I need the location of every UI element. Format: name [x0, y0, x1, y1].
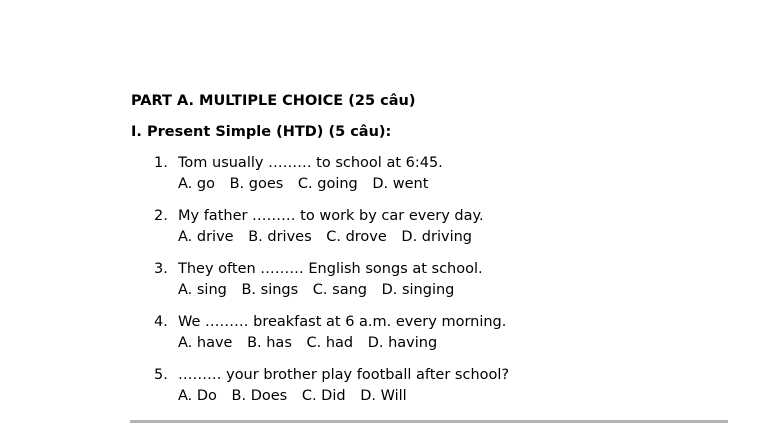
option-c: C. drove	[326, 229, 387, 245]
option-d: D. went	[372, 176, 429, 192]
option-d: D. Will	[360, 388, 407, 404]
option-c: C. Did	[301, 388, 346, 404]
answer-options	[178, 282, 464, 298]
question-5	[154, 367, 714, 420]
question-list	[154, 155, 714, 420]
answer-options	[178, 176, 438, 192]
question-stem: Tom usually ……… to school at 6:45.	[178, 155, 443, 171]
option-c: C. sang	[312, 282, 367, 298]
question-2	[154, 208, 714, 261]
question-number: 2.	[154, 208, 168, 224]
answer-options	[178, 388, 417, 404]
option-d: D. driving	[401, 229, 473, 245]
question-number: 4.	[154, 314, 168, 330]
option-b: B. sings	[241, 282, 299, 298]
question-number: 5.	[154, 367, 168, 383]
option-d: D. having	[367, 335, 438, 351]
question-number: 1.	[154, 155, 168, 171]
option-b: B. goes	[229, 176, 284, 192]
bottom-divider	[130, 420, 728, 423]
question-stem: We ……… breakfast at 6 a.m. every morning.	[178, 314, 507, 330]
question-3	[154, 261, 714, 314]
option-c: C. had	[306, 335, 354, 351]
question-stem: They often ……… English songs at school.	[178, 261, 483, 277]
option-b: B. drives	[248, 229, 312, 245]
option-a: A. Do	[178, 388, 217, 404]
question-4	[154, 314, 714, 367]
answer-options	[178, 335, 447, 351]
answer-options	[178, 229, 482, 245]
question-stem: My father ……… to work by car every day.	[178, 208, 484, 224]
section-title: I. Present Simple (HTD) (5 câu):	[131, 124, 392, 140]
question-number: 3.	[154, 261, 168, 277]
option-a: A. have	[178, 335, 233, 351]
part-title: PART A. MULTIPLE CHOICE (25 câu)	[131, 93, 416, 109]
option-c: C. going	[297, 176, 358, 192]
option-b: B. has	[247, 335, 292, 351]
option-a: A. drive	[178, 229, 234, 245]
option-a: A. go	[178, 176, 215, 192]
question-1	[154, 155, 714, 208]
option-b: B. Does	[231, 388, 288, 404]
option-a: A. sing	[178, 282, 227, 298]
question-stem: ……… your brother play football after school?	[178, 367, 510, 383]
option-d: D. singing	[381, 282, 455, 298]
